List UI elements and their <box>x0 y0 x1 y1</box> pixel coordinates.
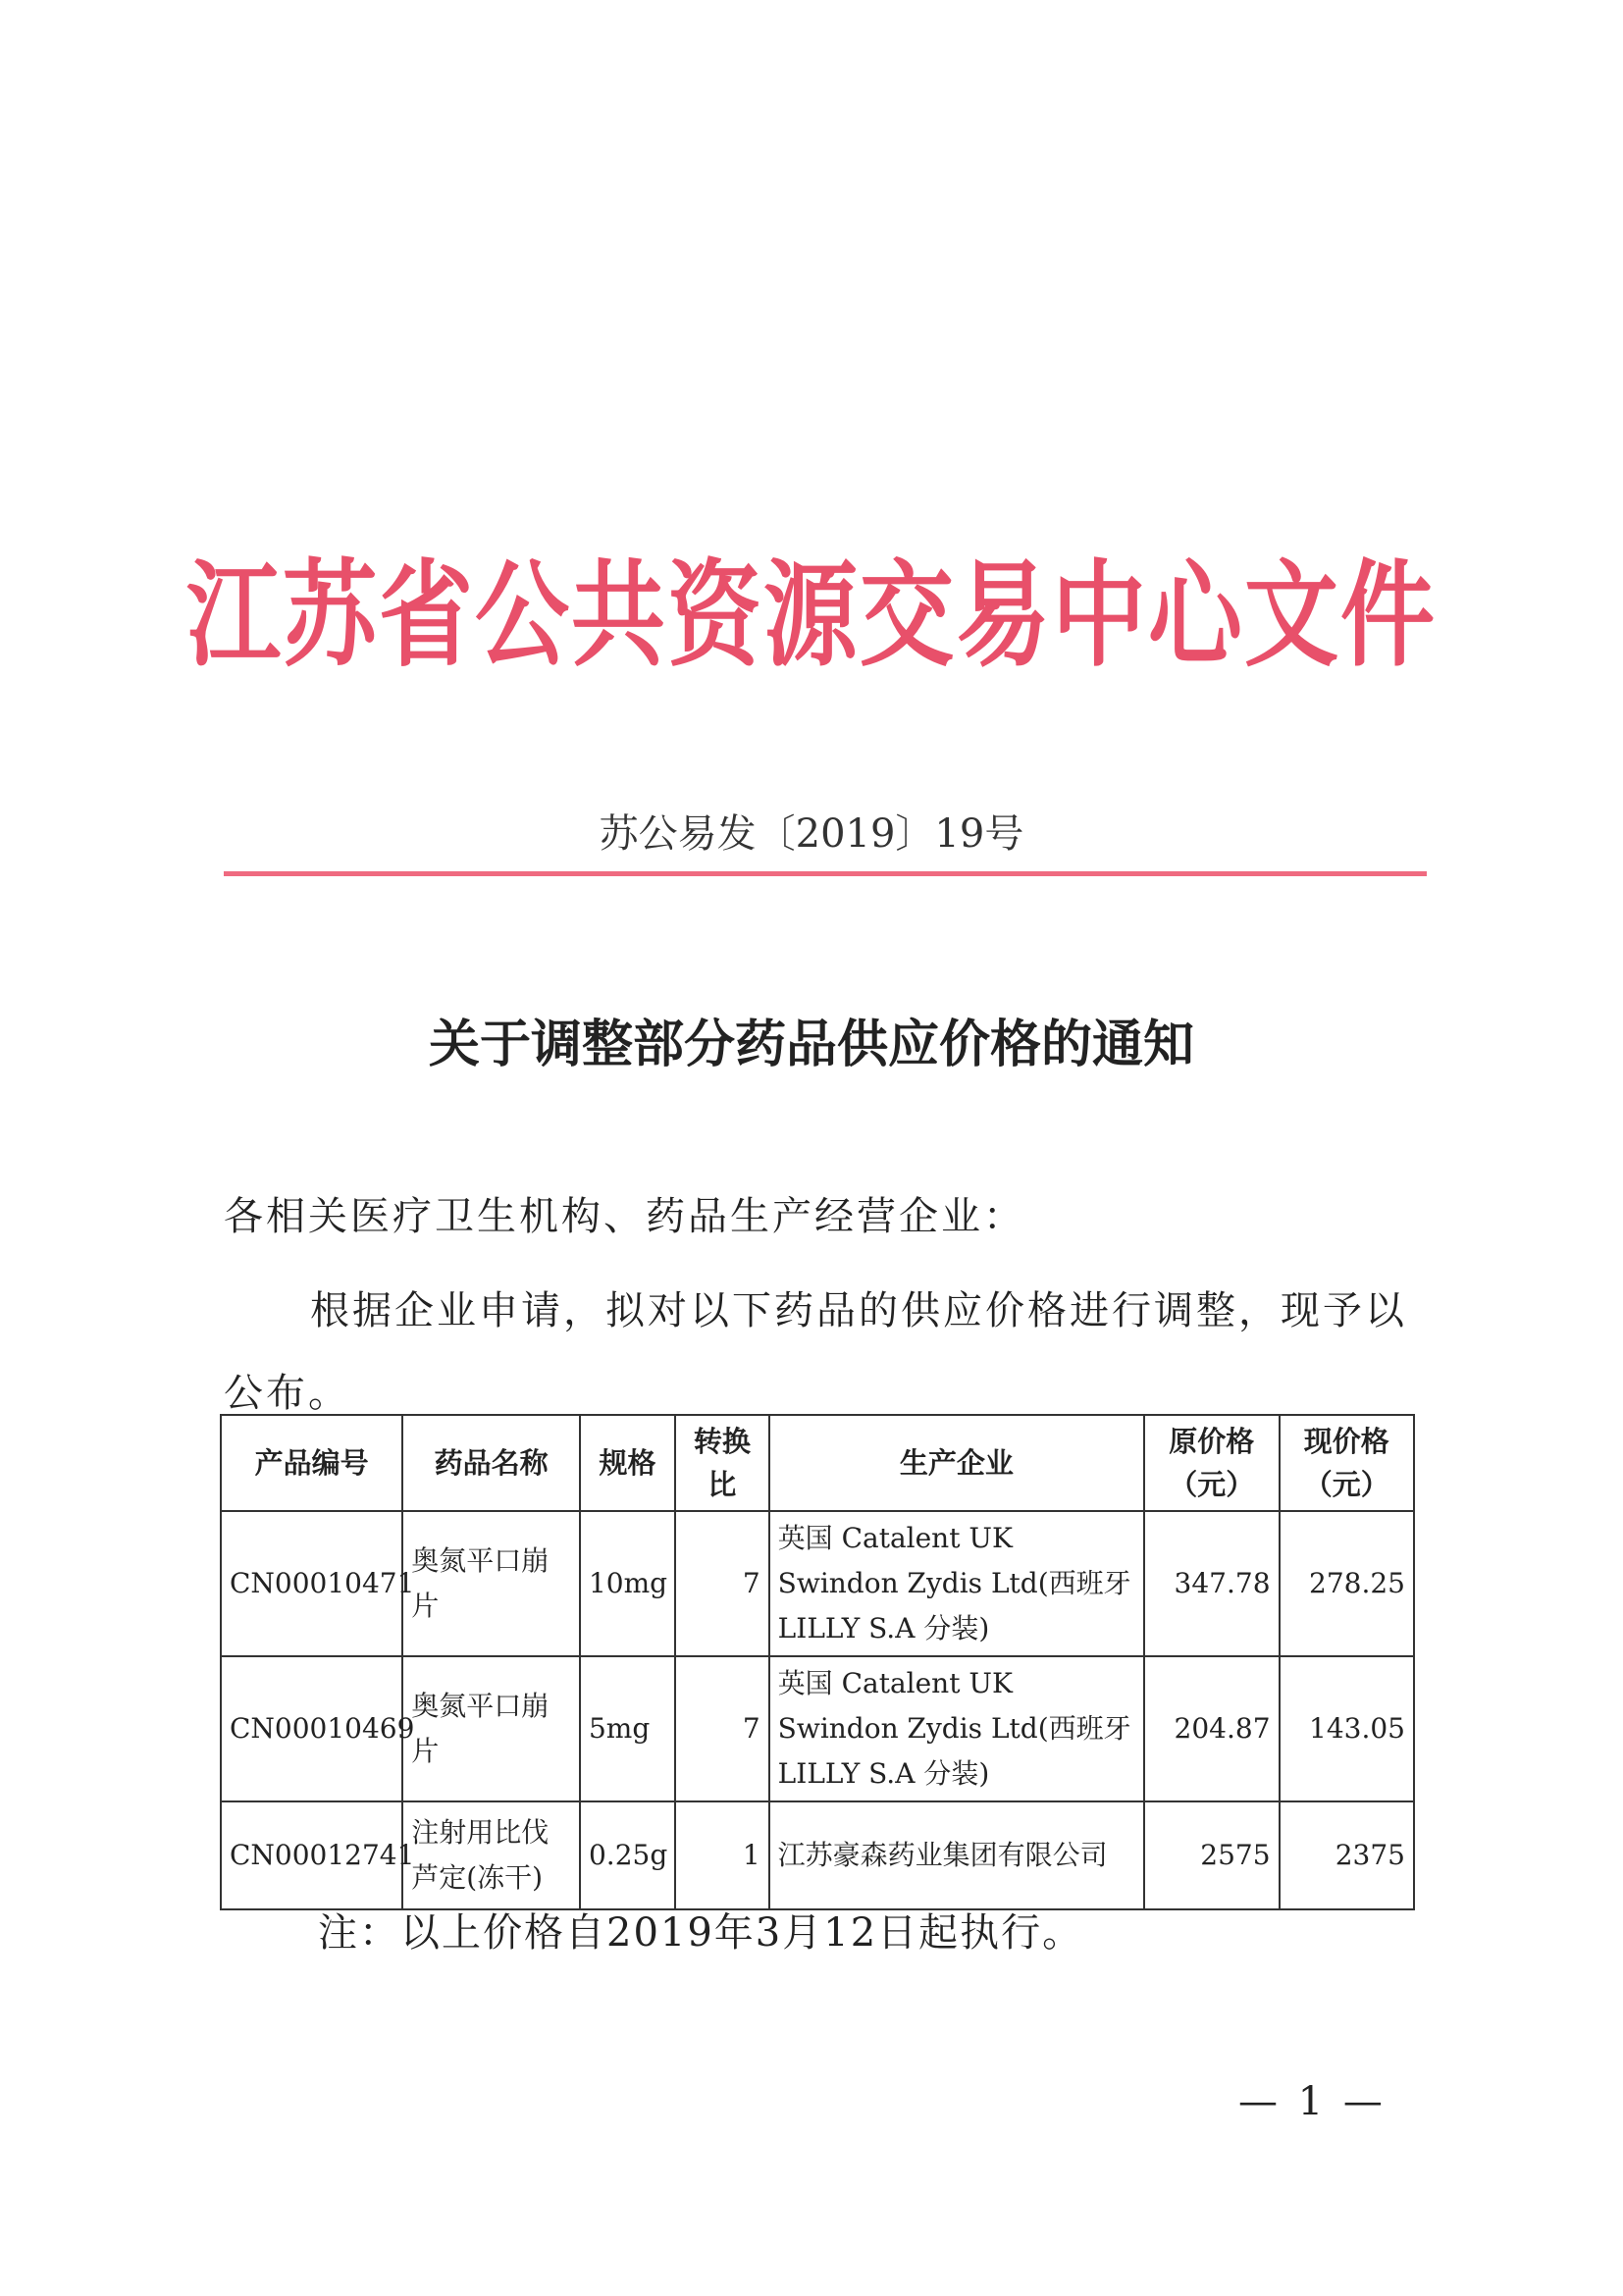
header-new-price-line2: （元） <box>1303 1468 1389 1501</box>
cell-old-price: 2575 <box>1144 1801 1279 1909</box>
header-old-price-line1: 原价格 <box>1169 1425 1255 1458</box>
header-conversion-ratio <box>675 1415 769 1511</box>
header-spec: 规格 <box>580 1415 675 1511</box>
cell-spec: 10mg <box>580 1511 675 1656</box>
header-new-price <box>1280 1415 1414 1511</box>
cell-new-price: 2375 <box>1280 1801 1414 1909</box>
notice-title: 关于调整部分药品供应价格的通知 <box>428 1015 1194 1074</box>
table-row <box>221 1801 1414 1909</box>
table-row <box>221 1656 1414 1801</box>
cell-conversion-ratio: 7 <box>675 1656 769 1801</box>
cell-spec: 0.25g <box>580 1801 675 1909</box>
cell-manufacturer: 英国 Catalent UK Swindon Zydis Ltd(西班牙 LILLY S.A 分装) <box>769 1511 1144 1656</box>
header-new-price-line1: 现价格 <box>1303 1425 1389 1458</box>
cell-old-price: 204.87 <box>1144 1656 1279 1801</box>
header-manufacturer: 生产企业 <box>769 1415 1144 1511</box>
cell-old-price: 347.78 <box>1144 1511 1279 1656</box>
header-drug-name: 药品名称 <box>402 1415 580 1511</box>
cell-manufacturer: 英国 Catalent UK Swindon Zydis Ltd(西班牙 LILLY S.A 分装) <box>769 1656 1144 1801</box>
salutation: 各相关医疗卫生机构、药品生产经营企业： <box>224 1194 1025 1239</box>
table-header-row <box>221 1415 1414 1511</box>
cell-product-code: CN00012741 <box>221 1801 402 1909</box>
header-old-price <box>1144 1415 1279 1511</box>
notice-body: 根据企业申请，拟对以下药品的供应价格进行调整，现予以公布。 <box>224 1288 1407 1416</box>
header-divider <box>224 871 1427 876</box>
cell-product-code: CN00010471 <box>221 1511 402 1656</box>
header-ratio-line1: 转换 <box>693 1425 751 1458</box>
cell-drug-name: 奥氮平口崩片 <box>402 1511 580 1656</box>
table-row <box>221 1511 1414 1656</box>
cell-new-price: 278.25 <box>1280 1511 1414 1656</box>
cell-manufacturer: 江苏豪森药业集团有限公司 <box>769 1801 1144 1909</box>
price-table <box>220 1414 1415 1910</box>
cell-spec: 5mg <box>580 1656 675 1801</box>
cell-drug-name: 注射用比伐芦定(冻干) <box>402 1801 580 1909</box>
document-number: 苏公易发〔2019〕19号 <box>599 811 1024 857</box>
document-header-title: 江苏省公共资源交易中心文件 <box>186 548 1437 683</box>
cell-new-price: 143.05 <box>1280 1656 1414 1801</box>
header-product-code: 产品编号 <box>221 1415 402 1511</box>
effective-date-note: 注：以上价格自2019年3月12日起执行。 <box>318 1910 1084 1956</box>
cell-product-code: CN00010469 <box>221 1656 402 1801</box>
cell-conversion-ratio: 7 <box>675 1511 769 1656</box>
header-old-price-line2: （元） <box>1169 1468 1255 1501</box>
header-ratio-line2: 比 <box>707 1468 737 1501</box>
page-number: — 1 — <box>1238 2079 1387 2124</box>
cell-conversion-ratio: 1 <box>675 1801 769 1909</box>
cell-drug-name: 奥氮平口崩片 <box>402 1656 580 1801</box>
